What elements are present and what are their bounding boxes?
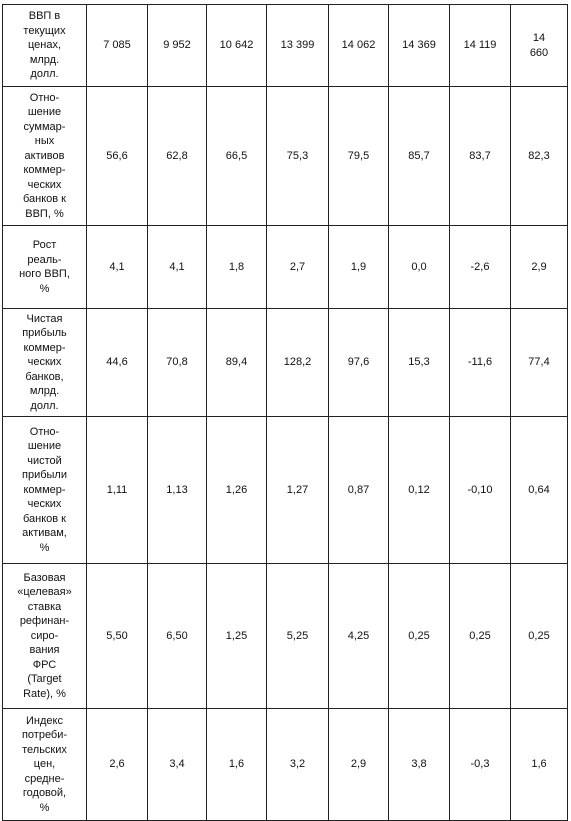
table-cell: 5,25 (267, 564, 329, 709)
row-label-line: ных (34, 135, 55, 148)
row-label-line: цен, (33, 758, 56, 771)
row-label-line: ческих (27, 356, 62, 369)
row-label-line: прибыль (22, 327, 67, 340)
row-label-line: Чистая (26, 312, 63, 325)
table-cell: 14 369 (389, 5, 450, 87)
table-cell: 97,6 (329, 309, 389, 417)
cell-line: 14 (532, 32, 546, 44)
table-cell: 6,50 (148, 564, 207, 709)
row-label-line: банков к (22, 512, 66, 525)
table-row (3, 309, 568, 417)
table-cell: 1,9 (329, 226, 389, 309)
row-label-line: годовой, (22, 787, 67, 800)
row-label-line: % (39, 541, 50, 554)
row-label-line: Базовая (23, 571, 66, 584)
table-row (3, 87, 568, 226)
table-cell: 85,7 (389, 87, 450, 226)
row-label-line: активов (24, 149, 65, 162)
table-cell: 83,7 (450, 87, 511, 226)
table-cell: 4,1 (87, 226, 148, 309)
row-label-line: ВВП в (28, 10, 61, 23)
table-cell: 1,6 (511, 709, 568, 821)
row-label-line: млрд. (29, 385, 60, 398)
table-cell: 0,64 (511, 417, 568, 564)
row-label-line: Отно- (29, 91, 60, 104)
row-label-line: (Target (27, 673, 62, 686)
row-label (3, 5, 87, 87)
row-label (3, 226, 87, 309)
row-label-line: реаль- (27, 253, 62, 266)
table-cell: 1,26 (207, 417, 267, 564)
table-cell: 56,6 (87, 87, 148, 226)
row-label-line: ставка (27, 600, 62, 613)
row-label-line: тельских (22, 743, 67, 756)
row-label-line: шение (27, 440, 62, 453)
row-label-line: долл. (30, 399, 59, 412)
table-cell: 0,87 (329, 417, 389, 564)
table-cell: -0,3 (450, 709, 511, 821)
row-label-line: ВВП, % (25, 207, 64, 220)
row-label-line: Индекс (26, 714, 63, 727)
row-label-line: долл. (30, 68, 59, 81)
row-label-line: «целевая» (17, 586, 72, 599)
row-label-line: суммар- (23, 120, 66, 133)
row-label-line: шение (27, 106, 62, 119)
table-cell: -0,10 (450, 417, 511, 564)
row-label-line: банков к (22, 193, 66, 206)
data-table (2, 4, 568, 821)
row-label (3, 417, 87, 564)
table-cell: 89,4 (207, 309, 267, 417)
row-label-line: коммер- (23, 341, 66, 354)
table-cell: 1,25 (207, 564, 267, 709)
row-label-line: сиро- (30, 629, 59, 642)
table-cell: 44,6 (87, 309, 148, 417)
table-cell: 1,6 (207, 709, 267, 821)
table-cell: 75,3 (267, 87, 329, 226)
row-label-line: ного ВВП, (19, 268, 70, 280)
table-cell: 79,5 (329, 87, 389, 226)
row-label-line: ческих (27, 178, 62, 191)
table-cell: 1,11 (87, 417, 148, 564)
row-label (3, 564, 87, 709)
row-label-line: текущих (23, 24, 66, 37)
table-cell: 1,13 (148, 417, 207, 564)
table-cell: 2,9 (511, 226, 568, 309)
table-body (3, 5, 568, 821)
table-cell: 62,8 (148, 87, 207, 226)
table-cell: 1,27 (267, 417, 329, 564)
table-cell: -2,6 (450, 226, 511, 309)
table-cell: 4,25 (329, 564, 389, 709)
row-label-line: средне- (24, 772, 65, 785)
table-cell: 77,4 (511, 309, 568, 417)
table-cell: 1,8 (207, 226, 267, 309)
row-label-line: млрд. (29, 53, 60, 66)
row-label-line: Rate), % (23, 687, 66, 700)
row-label-line: ческих (27, 498, 62, 511)
cell-line: 660 (529, 46, 549, 59)
table-cell: 15,3 (389, 309, 450, 417)
table-cell: 9 952 (148, 5, 207, 87)
table-cell: 2,9 (329, 709, 389, 821)
row-label (3, 309, 87, 417)
table-cell: 0,25 (389, 564, 450, 709)
row-label (3, 709, 87, 821)
table-cell: 2,7 (267, 226, 329, 309)
row-label-line: % (39, 801, 50, 814)
table-cell: 3,2 (267, 709, 329, 821)
table-cell: 7 085 (87, 5, 148, 87)
row-label-line: % (39, 282, 50, 295)
row-label-line: банков, (25, 370, 64, 383)
table-row (3, 5, 568, 87)
row-label-line: коммер- (23, 483, 66, 496)
table-cell: -11,6 (450, 309, 511, 417)
table-cell: 128,2 (267, 309, 329, 417)
table-cell: 10 642 (207, 5, 267, 87)
table-row (3, 564, 568, 709)
table-row (3, 226, 568, 309)
table-cell: 5,50 (87, 564, 148, 709)
row-label-line: рефинан- (19, 615, 70, 628)
table-cell: 0,0 (389, 226, 450, 309)
table-cell: 4,1 (148, 226, 207, 309)
row-label-line: ФРС (32, 658, 57, 671)
table-cell: 13 399 (267, 5, 329, 87)
row-label-line: чистой (27, 454, 62, 467)
table-cell: 2,6 (87, 709, 148, 821)
table-cell: 3,8 (389, 709, 450, 821)
row-label-line: вания (29, 644, 60, 657)
row-label-line: Отно- (29, 425, 60, 438)
table-cell: 14 119 (450, 5, 511, 87)
table-cell: 82,3 (511, 87, 568, 226)
table-row (3, 417, 568, 564)
row-label-line: прибыли (22, 469, 67, 482)
table-cell: 3,4 (148, 709, 207, 821)
table-row (3, 709, 568, 821)
table-cell: 0,25 (450, 564, 511, 709)
table-cell: 70,8 (148, 309, 207, 417)
row-label-line: Рост (32, 239, 57, 251)
row-label-line: ценах, (27, 39, 62, 52)
row-label (3, 87, 87, 226)
table-cell: 0,25 (511, 564, 568, 709)
table-cell (511, 5, 568, 87)
table-cell: 14 062 (329, 5, 389, 87)
row-label-line: активам, (22, 527, 67, 540)
row-label-line: коммер- (23, 164, 66, 177)
row-label-line: потреби- (21, 729, 68, 742)
table-cell: 66,5 (207, 87, 267, 226)
table-cell: 0,12 (389, 417, 450, 564)
